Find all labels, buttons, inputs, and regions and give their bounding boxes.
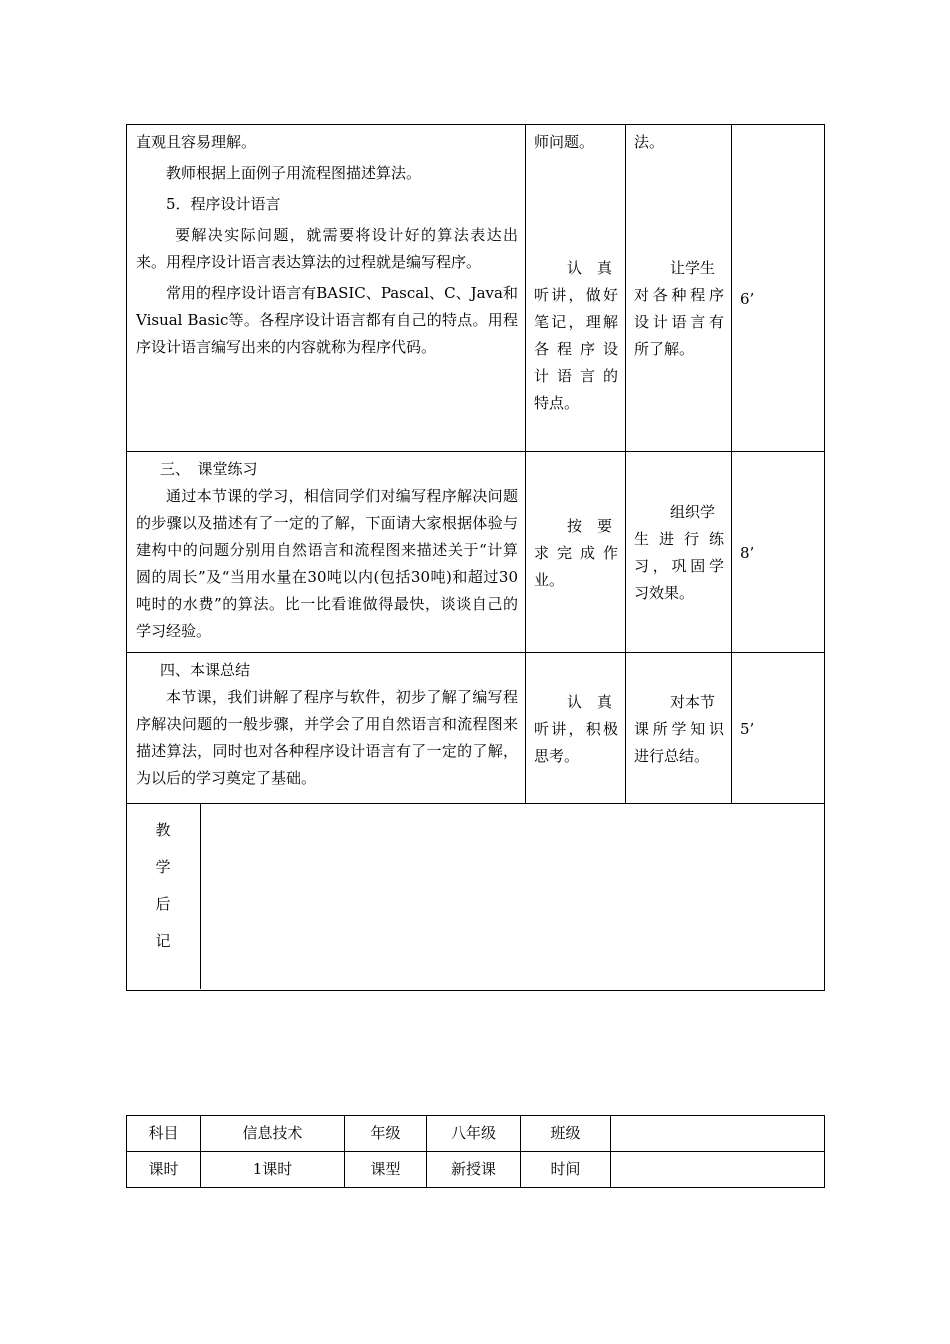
activity-line: 按 要: [566, 517, 612, 535]
intent-line: 设计语言有: [634, 313, 724, 331]
activity-line: 计 语 言 的: [534, 367, 618, 385]
row3-content: [136, 657, 518, 792]
row1-time: 6’: [740, 290, 755, 308]
row-divider: [126, 652, 824, 653]
row-divider: [126, 451, 824, 452]
row1-design-intent: [634, 255, 724, 363]
row-divider: [126, 803, 824, 804]
row1-content: [136, 129, 518, 361]
content-paragraph: 本节课，我们讲解了程序与软件，初步了解了编写程序解决问题的一般步骤，并学会了用自然语言和流程图来描述算法，同时也对各种程序设计语言有了一定的了解，为以后的学习奠定了基础。: [136, 688, 518, 787]
activity-line: 思考。: [534, 747, 580, 765]
info-cell-subject-label: 科目: [148, 1124, 179, 1142]
row2-student-activity: [534, 513, 618, 594]
postscript-char: 记: [155, 932, 171, 950]
info-cell-period-value: 1课时: [252, 1160, 293, 1178]
intent-line: 所了解。: [634, 340, 695, 358]
row3-design-intent: [634, 689, 724, 770]
content-paragraph: 要解决实际问题，就需要将设计好的算法表达出来。用程序设计语言表达算法的过程就是编写程序。: [136, 226, 518, 271]
info-cell-grade-value: 八年级: [450, 1124, 496, 1142]
activity-line: 各 程 序 设: [534, 340, 618, 358]
row2-content: [136, 456, 518, 645]
intent-line: 生 进 行 练: [634, 530, 724, 548]
activity-line: 笔记，理解: [534, 313, 618, 331]
activity-line: 听讲，积极: [534, 720, 618, 738]
postscript-char: 学: [155, 858, 171, 876]
row3-time: 5’: [740, 720, 755, 738]
section-heading: 5．程序设计语言: [166, 195, 281, 213]
info-cell-subject-value: 信息技术: [242, 1124, 303, 1142]
content-paragraph: 常用的程序设计语言有BASIC、Pascal、C、Java和Visual Basic等。各程序设计语言都有自己的特点。用程序设计语言编写出来的内容就称为程序代码。: [136, 284, 518, 356]
info-cell-type-value: 新授课: [450, 1160, 496, 1178]
postscript-char: 后: [155, 895, 171, 913]
intent-line: 对各种程序: [634, 286, 724, 304]
intent-line: 进行总结。: [634, 747, 710, 765]
column-divider: [610, 1115, 611, 1187]
activity-line: 业。: [534, 571, 565, 589]
intent-line: 让学生: [670, 259, 716, 277]
info-cell-time-label: 时间: [550, 1160, 581, 1178]
column-divider: [525, 124, 526, 803]
info-cell-grade-label: 年级: [370, 1124, 401, 1142]
row2-time: 8’: [740, 544, 755, 562]
content-paragraph: 直观且容易理解。: [136, 133, 257, 151]
row1-student-top: 师问题。: [534, 133, 595, 151]
activity-line: 听讲，做好: [534, 286, 618, 304]
postscript-char: 教: [155, 821, 171, 839]
row-divider: [126, 1151, 824, 1152]
row2-design-intent: [634, 499, 724, 607]
intent-line: 组织学: [670, 503, 716, 521]
info-cell-type-label: 课型: [370, 1160, 401, 1178]
column-divider: [625, 124, 626, 803]
postscript-label: [153, 812, 173, 960]
row1-student-activity: [534, 255, 618, 417]
activity-line: 认 真: [566, 693, 612, 711]
intent-line: 习效果。: [634, 584, 695, 602]
info-cell-class-label: 班级: [550, 1124, 581, 1142]
intent-line: 对本节: [670, 693, 716, 711]
row3-student-activity: [534, 689, 618, 770]
activity-line: 认 真: [566, 259, 612, 277]
section-heading: 三、 课堂练习: [160, 460, 258, 478]
activity-line: 特点。: [534, 394, 580, 412]
section-heading: 四、本课总结: [160, 661, 251, 679]
content-paragraph: 教师根据上面例子用流程图描述算法。: [166, 164, 422, 182]
content-paragraph: 通过本节课的学习，相信同学们对编写程序解决问题的步骤以及描述有了一定的了解，下面请大家根据体验与建构中的问题分别用自然语言和流程图来描述关于“计算圆的周长”及“当用水量在30吨以内(包括30吨)和超过30吨时的水费”的算法。比一比看谁做得最快，谈谈自己的学习经验。: [136, 487, 518, 640]
intent-line: 习，巩固学: [634, 557, 724, 575]
info-cell-period-label: 课时: [148, 1160, 179, 1178]
column-divider: [200, 803, 201, 989]
intent-line: 课所学知识: [634, 720, 724, 738]
row1-intent-top: 法。: [634, 133, 665, 151]
column-divider: [731, 124, 732, 803]
activity-line: 求完成作: [534, 544, 618, 562]
